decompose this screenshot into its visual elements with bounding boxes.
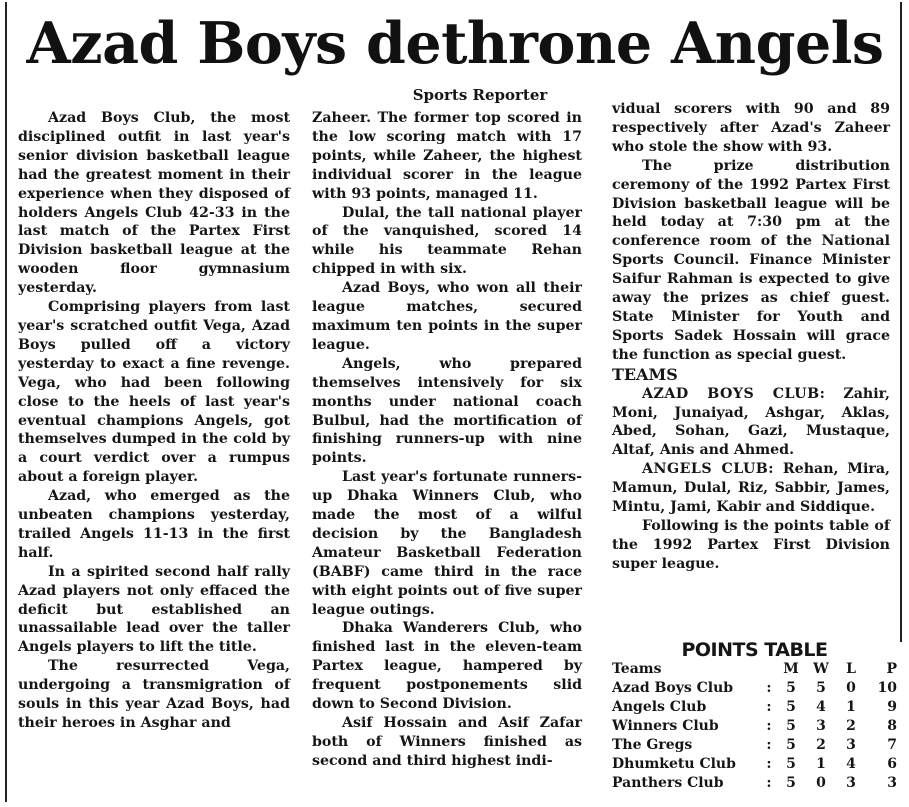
- separator: :: [766, 718, 772, 734]
- header-p: P: [886, 661, 897, 677]
- matches: 5: [786, 756, 796, 772]
- matches: 5: [786, 718, 796, 734]
- paragraph: Azad, who emerged as the unbeaten champions yesterday, trailed Angels 11-13 in the first half.: [18, 488, 290, 561]
- paragraph: Zaheer. The former top scored in the low scoring match with 17 points, while Zaheer, the highest individual scorer in the league with 93 points, managed 11.: [312, 110, 582, 202]
- angels-roster: [612, 460, 890, 517]
- teams-heading: TEAMS: [612, 364, 678, 384]
- points: 6: [887, 756, 897, 772]
- paragraph: Asif Hossain and Asif Zafar both of Winners finished as second and third highest indi-: [312, 715, 582, 769]
- wins: 1: [816, 756, 826, 772]
- team-name: Panthers Club: [612, 775, 724, 791]
- team-name: Winners Club: [612, 718, 719, 734]
- table-row: [612, 736, 897, 755]
- wins: 3: [816, 718, 826, 734]
- losses: 3: [846, 737, 856, 753]
- points-table-title: POINTS TABLE: [681, 639, 828, 661]
- azad-players: Zahir, Moni, Junaiyad, Ashgar, Aklas, Abed, Sohan, Gazi, Mustaque, Altaf, Anis and Ahmed.: [612, 385, 890, 459]
- table-row: [612, 717, 897, 736]
- separator: :: [766, 775, 772, 791]
- paragraph: Angels, who prepared themselves intensively for six months under national coach Bulbul, had the mortification of finishing runners-up with nine points.: [312, 355, 582, 467]
- matches: 5: [786, 775, 796, 791]
- points: 7: [887, 737, 897, 753]
- losses: 3: [846, 775, 856, 791]
- losses: 0: [846, 680, 856, 696]
- losses: 1: [846, 699, 856, 715]
- points: 8: [887, 718, 897, 734]
- losses: 2: [846, 718, 856, 734]
- paragraph: The resurrected Vega, undergoing a transmigration of souls in this year Azad Boys, had their heroes in Asghar and: [18, 658, 290, 731]
- angels-players: Rehan, Mira, Mamun, Dulal, Riz, Sabbir, James, Mintu, Jami, Kabir and Siddique.: [612, 461, 890, 516]
- article-column-3: [612, 100, 890, 574]
- points: 9: [887, 699, 897, 715]
- points-table-block: [612, 640, 897, 793]
- header-l: L: [846, 661, 856, 677]
- paragraph: Dulal, the tall national player of the vanquished, scored 14 while his teammate Rehan chipped in with six.: [312, 204, 582, 278]
- team-name: Angels Club: [612, 699, 707, 715]
- matches: 5: [786, 699, 796, 715]
- header-spacer: [762, 660, 776, 679]
- azad-label: AZAD BOYS CLUB:: [642, 385, 826, 402]
- header-teams: Teams: [612, 661, 662, 677]
- paragraph-continuation: vidual scorers with 90 and 89 respectively after Azad's Zaheer who stole the show with 93.: [612, 101, 890, 155]
- points: 3: [887, 775, 897, 791]
- left-rule: [5, 2, 7, 802]
- wins: 5: [816, 680, 826, 696]
- table-row: [612, 774, 897, 793]
- headline: Azad Boys dethrone Angels: [26, 10, 884, 77]
- paragraph: Azad Boys, who won all their league matches, secured maximum ten points in the super league.: [312, 280, 582, 353]
- team-name: Dhumketu Club: [612, 756, 736, 772]
- table-row: [612, 679, 897, 698]
- points-intro: Following is the points table of the 1992 Partex First Division super league.: [612, 517, 890, 572]
- paragraph: Azad Boys Club, the most disciplined outfit in last year's senior division basketball league had the greatest moment in their experience when they disposed of holders Angels Club 42-33 in the last match of the Partex First Division basketball league at the wooden floor gymnasium yesterday.: [18, 110, 290, 297]
- team-name: The Gregs: [612, 737, 693, 753]
- prize-paragraph: The prize distribution ceremony of the 1992 Partex First Division basketball league will be held today at 7:30 pm at the conference room of the National Sports Council. Finance Minister Saifur Rahman is expected to give away the prizes as chief guest. State Minister for Youth and Sports Sadek Hossain will grace the function as special guest.: [612, 157, 890, 363]
- header-w: W: [813, 661, 829, 677]
- right-rule: [900, 2, 902, 642]
- separator: :: [766, 756, 772, 772]
- separator: :: [766, 699, 772, 715]
- table-row: [612, 698, 897, 717]
- separator: :: [766, 680, 772, 696]
- table-header-row: [612, 660, 897, 679]
- wins: 2: [816, 737, 826, 753]
- wins: 4: [816, 699, 826, 715]
- paragraph: Dhaka Wanderers Club, who finished last in the eleven-team Partex league, hampered by frequent postponements slid down to Second Division.: [312, 620, 582, 713]
- matches: 5: [786, 737, 796, 753]
- angels-label: ANGELS CLUB:: [642, 461, 775, 478]
- table-row: [612, 755, 897, 774]
- matches: 5: [786, 680, 796, 696]
- article-column-1: [18, 109, 290, 733]
- azad-roster: [612, 385, 890, 461]
- paragraph: In a spirited second half rally Azad players not only effaced the deficit but established an unassailable lead over the taller Angels players to lift the title.: [18, 563, 290, 656]
- wins: 0: [816, 775, 826, 791]
- losses: 4: [846, 756, 856, 772]
- article-column-2: [312, 109, 582, 771]
- paragraph: Comprising players from last year's scratched outfit Vega, Azad Boys pulled off a victory yesterday to exact a fine revenge. Vega, who had been following close to the heels of last year's eventual champions Angels, got themselves dumped in the cold by a court verdict over a rumpus about a foreign player.: [18, 299, 290, 486]
- points-table: [612, 660, 897, 793]
- paragraph: Last year's fortunate runners-up Dhaka Winners Club, who made the most of a wilful decision by the Bangladesh Amateur Basketball Federation (BABF) came third in the race with eight points out of five super league outings.: [312, 469, 582, 618]
- points: 10: [877, 680, 897, 696]
- team-name: Azad Boys Club: [612, 680, 734, 696]
- byline: Sports Reporter: [412, 86, 548, 104]
- header-m: M: [783, 661, 799, 677]
- separator: :: [766, 737, 772, 753]
